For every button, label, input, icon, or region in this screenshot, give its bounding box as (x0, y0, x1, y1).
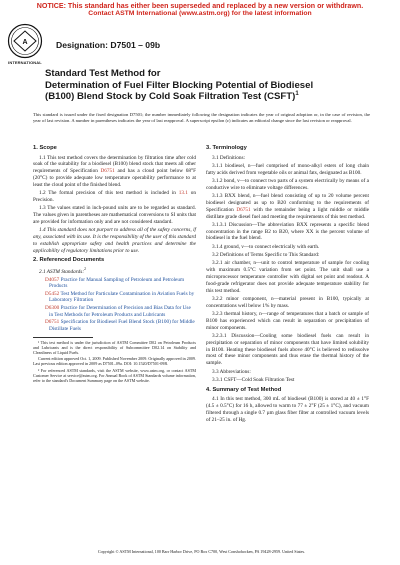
term-3-1-3-1: 3.1.3.1 Discussion—The abbreviation BXX represents a specific blend concentration in the range B2 to B20, where XX is the percent volume of biodiesel in the fuel blend. (206, 221, 369, 242)
document-title (45, 68, 365, 103)
term-3-1-3: 3.1.3 BXX blend, n—fuel blend consisting of up to 20 volume percent biodiesel designated as up to B20 conforming to the requirements of Specification D6751 with the remainder being a light middle or middle distillate grade diesel fuel and meeting the requirements of this test method. (206, 193, 370, 220)
standard-issue-note: This standard is issued under the fixed designation D7501; the number immediately following the designation indicates the year of original adoption or, in the case of revision, the year of last revision. A number in parentheses indicates the year of last reapproval. A superscript epsilon (ε) indicates an editorial change since the last revision or reapproval. (33, 112, 370, 123)
footnote-1: ¹ This test method is under the jurisdiction of ASTM Committee D02 on Petroleum Products and Lubricants and is the direct responsibility of Subcommittee D02.14 on Stability and Cleanliness of Liquid Fuels. (33, 339, 196, 355)
term-3-2-3-1: 3.2.3.1 Discussion—Cooling some biodiesel fuels can result in precipitation or separation of minor components that have limited solubility in B100. Heating these biodiesel fuels above 40°C is believed to redissolve most of these minor components and thus erase the thermal history of the sample. (206, 333, 369, 367)
left-column (33, 142, 196, 385)
svg-text:A: A (22, 39, 28, 46)
term-3-2-1: 3.2.1 air chamber, n—unit to control temperature of sample for cooling with maximum 0.5°C variation from set point. The unit shall use a microprocessor temperature controller with digital set point and readout. A food-grade refrigerator does not provide adequate temperature stability for this test method. (206, 260, 369, 294)
footnote-divider (33, 337, 93, 338)
reference-d6300[interactable]: D6300 Practice for Determination of Precision and Bias Data for Use in Test Methods for Petroleum Products and Lubricants (45, 304, 191, 318)
scope-1-3: 1.3 The values stated in inch-pound units are to be regarded as standard. The values given in parentheses are mathematical conversions to SI units that are provided for information only and are not considered standard. (33, 205, 196, 225)
d6751-link[interactable]: D6751 (100, 168, 115, 175)
scope-heading: 1. Scope (33, 145, 57, 151)
scope-1-2: 1.2 The formal precision of this test method is included in 13.1 on Precision. (33, 190, 197, 203)
term-3-2-3: 3.2.3 thermal history, n—range of temperatures that a batch or sample of B100 has experienced which can result in separation or precipitation of minor components. (206, 311, 369, 331)
term-3-2-2: 3.2.2 minor component, n—material present in B100, typically at concentrations well below 1% by mass. (206, 295, 369, 309)
notice-line-2: Contact ASTM International (www.astm.org) for the latest information (88, 10, 312, 18)
logo-caption: INTERNATIONAL (8, 60, 42, 65)
reference-d6751[interactable]: D6751 Specification for Biodiesel Fuel Blend Stock (B100) for Middle Distillate Fuels (45, 318, 195, 332)
summary-4-1: 4.1 In this test method, 300 mL of biodiesel (B100) is stored at 40 ± 1°F (4.5 ± 0.5°C) for 16 h, allowed to warm to 77 ± 2°F (25 ± 1°C), and vacuum filtered through a single 0.7 µm glass fiber filter at controlled vacuum levels of 21–25 in. of Hg. (206, 396, 369, 423)
footnote-2: ² For referenced ASTM standards, visit the ASTM website, www.astm.org, or contact ASTM Customer Service at service@astm.org. For Annual Book of ASTM Standards volume information, refer to the standard's Document Summary page on the ASTM website. (33, 368, 196, 384)
term-3-1: 3.1 Definitions: (212, 154, 245, 161)
term-3-3: 3.3 Abbreviations: (212, 368, 251, 375)
astm-standards-subheading: 2.1 ASTM Standards:$^2$ (39, 266, 86, 275)
astm-logo (6, 23, 44, 65)
title-line-1: Standard Test Method for (45, 68, 161, 79)
title-line-2: Determination of Fuel Filter Blocking Potential of Biodiesel (45, 79, 314, 91)
section-13-1-link[interactable]: 13.1 (178, 190, 188, 197)
term-3-3-1: 3.3.1 CSFT—Cold Soak Filtration Test (212, 376, 295, 383)
term-3-2: 3.2 Definitions of Terms Specific to This Standard: (212, 252, 320, 259)
term-3-1-4: 3.1.4 ground, v—to connect electrically with earth. (212, 243, 320, 250)
astm-logo-icon (6, 23, 44, 59)
designation: Designation: D7501 – 09b (56, 40, 161, 50)
reference-d5452[interactable]: D5452 Test Method for Particulate Contamination in Aviation Fuels by Laboratory Filtration (45, 290, 195, 304)
footnote-1-edition: Current edition approved Oct. 1, 2009. Published November 2009. Originally approved in 2009. Last previous edition approved in 2009 as D7501–09a. DOI: 10.1520/D7501-09B. (33, 356, 196, 367)
terminology-heading: 3. Terminology (206, 145, 247, 151)
title-line-3: (B100) Blend Stock by Cold Soak Filtration Test (CSFT)$^1$ (45, 91, 299, 103)
reference-d4057[interactable]: D4057 Practice for Manual Sampling of Petroleum and Petroleum Products (45, 276, 185, 290)
d6751-link-2[interactable]: D6751 (236, 206, 251, 213)
right-column (206, 142, 369, 425)
withdrawn-notice (0, 2, 400, 18)
referenced-documents-heading: 2. Referenced Documents (33, 257, 105, 264)
scope-1-1: 1.1 This test method covers the determination by filtration time after cold soak of the suitability for a biodiesel (B100) blend stock that meets all other requirements of Specification D6751 and has a cloud point below 68°F (20°C) to provide adequate low temperature operability performance to at least the cloud point of the finished blend. (33, 154, 197, 188)
term-3-1-1: 3.1.1 biodiesel, n—fuel comprised of mono-alkyl esters of long chain fatty acids derived from vegetable oils or animal fats, designated as B100. (206, 162, 369, 176)
copyright-footer: Copyright © ASTM International, 100 Barr Harbor Drive, PO Box C700, West Conshohocken, PA 19428-2959. United States. (97, 549, 306, 554)
scope-1-4: 1.4 This standard does not purport to address all of the safety concerns, if any, associated with its use. It is the responsibility of the user of this standard to establish appropriate safety and health practices and determine the applicability of regulatory limitations prior to use. (33, 227, 196, 254)
title-footnote-mark: 1 (295, 91, 299, 97)
notice-line-1: NOTICE: This standard has either been superseded and replaced by a new version or withdrawn. (36, 2, 364, 10)
summary-heading: 4. Summary of Test Method (206, 386, 282, 393)
term-3-1-2: 3.1.2 bond, v—to connect two parts of a system electrically by means of a conductive wire to eliminate voltage differences. (206, 177, 369, 191)
